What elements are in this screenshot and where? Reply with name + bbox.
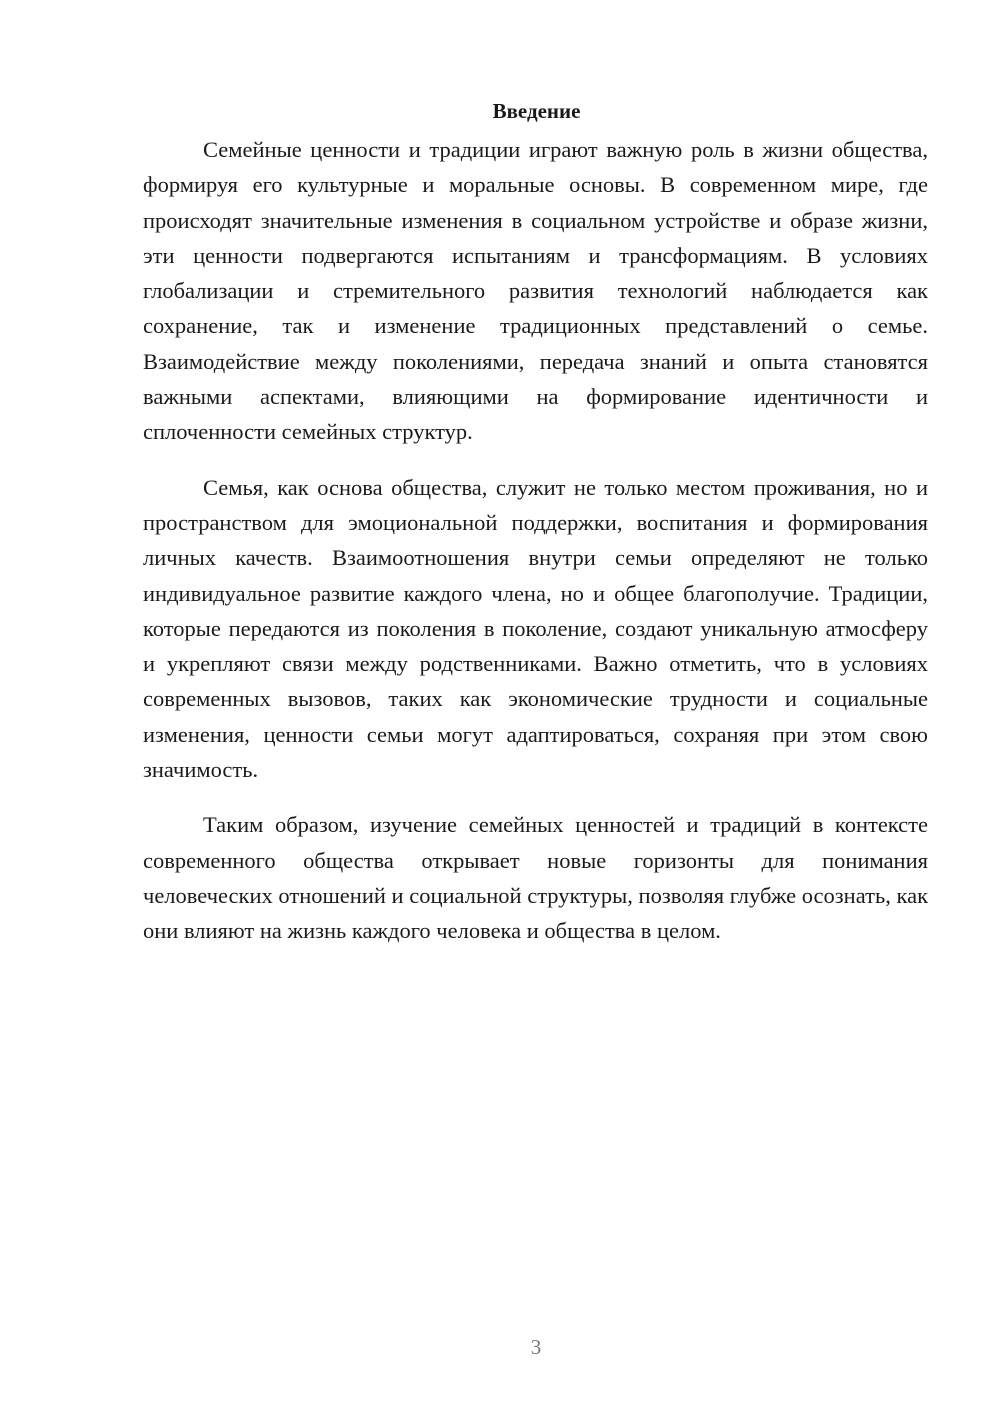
page-number: 3 xyxy=(530,1335,542,1359)
page-content xyxy=(143,96,928,949)
section-title: Введение xyxy=(492,99,581,123)
paragraph-2: Семья, как основа общества, служит не только местом проживания, но и пространством для эмоциональной поддержки, воспитания и формирования личных качеств. Взаимоотношения внутри семьи определяют не только индивидуальное развитие каждого члена, но и общее благополучие. Традиции, которые передаются из поколения в поколение, создают уникальную атмосферу и укрепляют связи между родственниками. Важно отметить, что в условиях современных вызовов, таких как экономические трудности и социальные изменения, ценности семьи могут адаптироваться, сохраняя при этом свою значимость. xyxy=(143,474,928,783)
paragraph-1: Семейные ценности и традиции играют важную роль в жизни общества, формируя его культурные и моральные основы. В современном мире, где происходят значительные изменения в социальном устройстве и образе жизни, эти ценности подвергаются испытаниям и трансформациям. В условиях глобализации и стремительного развития технологий наблюдается как сохранение, так и изменение традиционных представлений о семье. Взаимодействие между поколениями, передача знаний и опыта становятся важными аспектами, влияющими на формирование идентичности и сплоченности семейных структур. xyxy=(143,137,928,445)
paragraph-3: Таким образом, изучение семейных ценностей и традиций в контексте современного общества открывает новые горизонты для понимания человеческих отношений и социальной структуры, позволяя глубже осознать, как они влияют на жизнь каждого человека и общества в целом. xyxy=(143,812,928,944)
